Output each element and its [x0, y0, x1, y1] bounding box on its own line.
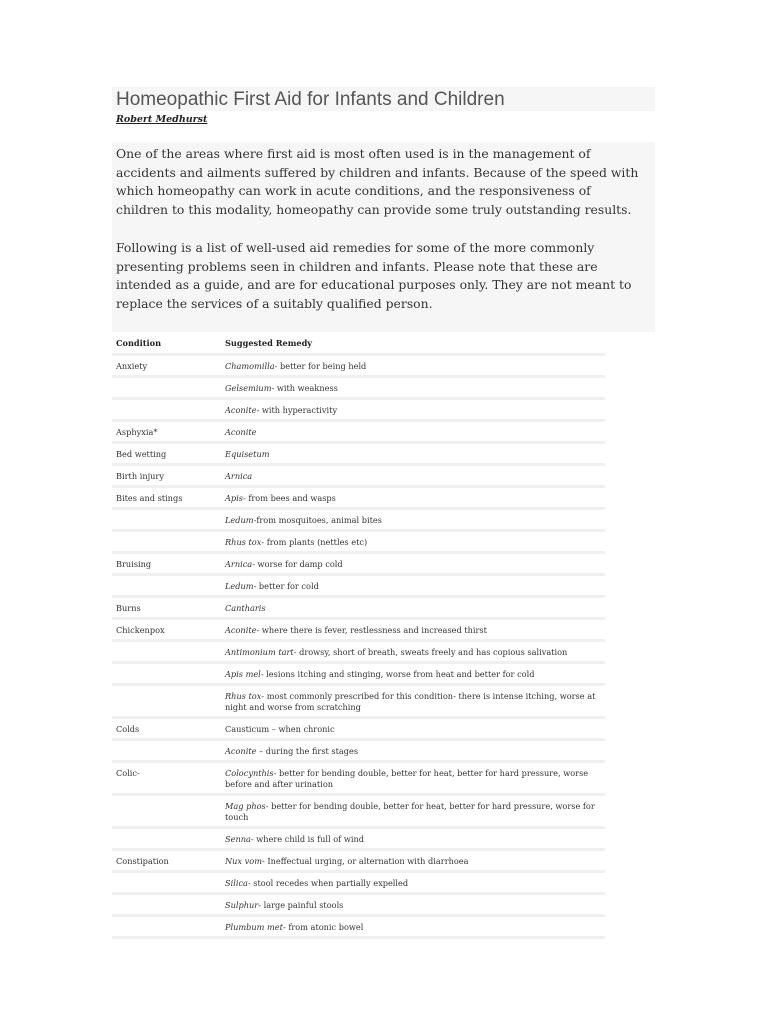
remedy-note: - better for bending double, better for heat, better for hard pressure, worse before and after urination	[225, 768, 589, 789]
table-row	[112, 795, 605, 828]
condition-cell: Burns	[112, 597, 221, 619]
remedy-cell	[221, 718, 605, 740]
remedy-note: - with hyperactivity	[256, 405, 338, 415]
condition-cell	[112, 740, 221, 762]
remedy-name: Gelsemium	[225, 383, 272, 393]
remedy-note: - with weakness	[271, 383, 338, 393]
remedy-name: Arnica	[225, 471, 253, 481]
table-row	[112, 828, 605, 850]
remedy-name: Plumbum met	[225, 922, 283, 932]
remedy-cell	[221, 619, 605, 641]
table-header-row	[112, 334, 605, 355]
table-row	[112, 894, 605, 916]
table-row	[112, 762, 605, 795]
remedy-note: - from atonic bowel	[282, 922, 364, 932]
remedy-note: - most commonly prescribed for this condition- there is intense itching, worse at night and worse from scratching	[225, 691, 596, 712]
condition-cell	[112, 377, 221, 399]
remedy-name: Apis mel	[225, 669, 261, 679]
remedy-cell	[221, 850, 605, 872]
remedy-cell	[221, 531, 605, 553]
table-row	[112, 399, 605, 421]
remedy-cell	[221, 828, 605, 850]
intro-paragraph-1: One of the areas where first aid is most often used is in the management of accidents and ailments suffered by children and infants. Because of the speed with which homeopathy can work in acute conditions, and the responsiveness of children to this modality, homeopathy can provide some truly outstanding results.	[116, 146, 639, 217]
table-row	[112, 575, 605, 597]
table-row	[112, 850, 605, 872]
remedy-cell	[221, 509, 605, 531]
remedy-name: Rhus tox	[225, 537, 262, 547]
intro-paragraph-2: Following is a list of well-used aid remedies for some of the more commonly presenting problems seen in children and infants. Please note that these are intended as a guide, and are for educational purposes only. They are not meant to replace the services of a suitably qualified person.	[116, 240, 632, 311]
condition-cell	[112, 399, 221, 421]
table-row	[112, 740, 605, 762]
condition-cell	[112, 828, 221, 850]
remedy-name: Apis	[225, 493, 243, 503]
remedy-cell	[221, 916, 605, 938]
table-row	[112, 531, 605, 553]
remedy-note: - from bees and wasps	[242, 493, 336, 503]
condition-cell	[112, 795, 221, 828]
condition-cell	[112, 894, 221, 916]
page-title: Homeopathic First Aid for Infants and Children	[116, 89, 505, 110]
remedy-cell	[221, 641, 605, 663]
remedy-note: - from plants (nettles etc)	[261, 537, 368, 547]
remedy-cell	[221, 421, 605, 443]
remedy-note: - better for bending double, better for heat, better for hard pressure, worse for touch	[225, 801, 595, 822]
remedy-name: Chamomilla	[225, 361, 275, 371]
author-link[interactable]: Robert Medhurst	[116, 114, 208, 125]
remedy-cell	[221, 443, 605, 465]
remedy-cell	[221, 597, 605, 619]
remedy-note: - drowsy, short of breath, sweats freely and has copious salivation	[293, 647, 568, 657]
remedy-name: Aconite	[225, 427, 257, 437]
condition-cell: Birth injury	[112, 465, 221, 487]
remedy-name: Antimonium tart	[225, 647, 294, 657]
remedy-cell	[221, 553, 605, 575]
remedy-name: Nux vom	[225, 856, 262, 866]
condition-cell	[112, 509, 221, 531]
remedy-cell	[221, 894, 605, 916]
remedy-name: Sulphur	[225, 900, 259, 910]
remedy-name: Aconite	[225, 625, 257, 635]
condition-cell	[112, 872, 221, 894]
remedy-note: - worse for damp cold	[252, 559, 343, 569]
condition-cell	[112, 916, 221, 938]
remedy-note: - Ineffectual urging, or alternation with diarrhoea	[261, 856, 469, 866]
remedy-cell	[221, 399, 605, 421]
remedy-name: Arnica	[225, 559, 253, 569]
condition-cell: Colds	[112, 718, 221, 740]
remedy-cell	[221, 663, 605, 685]
remedy-cell	[221, 740, 605, 762]
remedy-name: Senna	[225, 834, 251, 844]
remedy-name: Aconite	[225, 746, 257, 756]
remedy-note: - where child is full of wind	[250, 834, 364, 844]
remedy-name: Ledum	[225, 581, 254, 591]
condition-cell: Bruising	[112, 553, 221, 575]
condition-cell	[112, 531, 221, 553]
remedy-name: Equisetum	[225, 449, 270, 459]
table-row	[112, 916, 605, 938]
remedy-name: Colocynthis	[225, 768, 274, 778]
remedy-note: -from mosquitoes, animal bites	[253, 515, 382, 525]
table-row	[112, 465, 605, 487]
remedy-table	[112, 334, 605, 939]
remedy-cell	[221, 487, 605, 509]
table-row	[112, 663, 605, 685]
header-suggested-remedy: Suggested Remedy	[221, 334, 605, 355]
condition-cell	[112, 641, 221, 663]
table-row	[112, 597, 605, 619]
table-row	[112, 685, 605, 718]
condition-cell	[112, 663, 221, 685]
condition-cell	[112, 575, 221, 597]
table-row	[112, 443, 605, 465]
condition-cell: Asphyxia*	[112, 421, 221, 443]
table-body	[112, 355, 605, 938]
table-row	[112, 487, 605, 509]
table-row	[112, 872, 605, 894]
table-row	[112, 553, 605, 575]
remedy-name: Aconite	[225, 405, 257, 415]
remedy-cell	[221, 465, 605, 487]
remedy-note: - large painful stools	[258, 900, 344, 910]
condition-cell: Bites and stings	[112, 487, 221, 509]
condition-cell: Constipation	[112, 850, 221, 872]
remedy-cell	[221, 795, 605, 828]
condition-cell: Colic-	[112, 762, 221, 795]
remedy-note: – during the first stages	[256, 746, 359, 756]
remedy-note: - stool recedes when partially expelled	[247, 878, 409, 888]
remedy-cell	[221, 762, 605, 795]
table-row	[112, 421, 605, 443]
table-row	[112, 355, 605, 377]
condition-cell	[112, 685, 221, 718]
remedy-cell	[221, 355, 605, 377]
remedy-cell	[221, 377, 605, 399]
header-condition: Condition	[112, 334, 221, 355]
remedy-name: Ledum	[225, 515, 254, 525]
remedy-note: Causticum – when chronic	[225, 724, 335, 734]
remedy-cell	[221, 872, 605, 894]
table-row	[112, 509, 605, 531]
table-row	[112, 619, 605, 641]
remedy-cell	[221, 685, 605, 718]
remedy-table-container	[112, 334, 605, 939]
table-row	[112, 641, 605, 663]
remedy-name: Silica	[225, 878, 248, 888]
remedy-name: Mag phos	[225, 801, 266, 811]
remedy-cell	[221, 575, 605, 597]
remedy-note: - better for cold	[253, 581, 319, 591]
table-row	[112, 377, 605, 399]
remedy-note: - where there is fever, restlessness and increased thirst	[256, 625, 487, 635]
table-row	[112, 718, 605, 740]
remedy-name: Rhus tox	[225, 691, 262, 701]
condition-cell: Bed wetting	[112, 443, 221, 465]
remedy-note: - better for being held	[274, 361, 367, 371]
condition-cell: Anxiety	[112, 355, 221, 377]
remedy-note: - lesions itching and stinging, worse from heat and better for cold	[260, 669, 535, 679]
remedy-name: Cantharis	[225, 603, 266, 613]
condition-cell: Chickenpox	[112, 619, 221, 641]
